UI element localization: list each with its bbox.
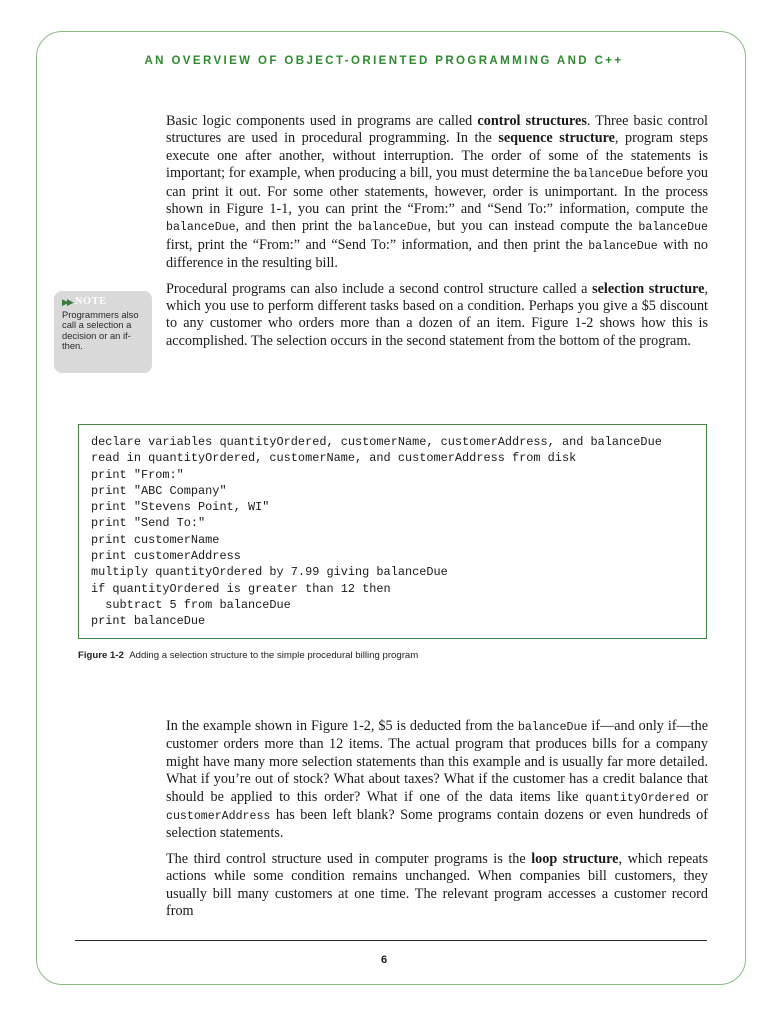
code-line: declare variables quantityOrdered, customerName, customerAddress, and balanceDue [91,435,662,449]
body-text-upper [166,113,708,358]
code-line: if quantityOrdered is greater than 12 then [91,581,391,596]
inline-code: balanceDue [638,221,708,235]
note-header [62,297,146,308]
code-line: multiply quantityOrdered by 7.99 giving balanceDue [91,565,448,580]
note-label: NOTE [74,296,107,307]
inline-code: balanceDue [573,168,644,182]
term-selection-structure: selection structure [592,280,705,297]
inline-code: balanceDue [166,221,236,235]
code-line: subtract 5 from balanceDue [91,597,291,612]
inline-code: balanceDue [358,221,428,235]
body-text-lower [166,718,708,928]
term-sequence-structure: sequence structure [498,130,615,147]
footer-rule [75,940,707,941]
term-control-structures: control structures [477,113,587,129]
code-line: print "From:" [91,467,184,482]
term-loop-structure: loop structure [531,850,619,867]
figure-label: Figure 1-2 [78,650,124,661]
paragraph-selection-example: In the example shown in Figure 1-2, $5 is deducted from the balanceDue if—and only if—the customer orders more than 12 items. The actual program that produces bills for a company might have many more selection statements than this example and is usually far more detailed. What if you’re out of stock? What about taxes? What if the customer has a credit balance that should be applied to this order? What if one of the data items like quantityOrdered or customerAddress has been left blank? Some programs contain dozens or even hundreds of selection statements. [166,718,709,842]
code-line: print customerAddress [91,549,241,564]
paragraph-control-structures: Basic logic components used in programs are called control structures. Three basic control structures are used in procedural programming. In the sequence structure, program steps execute one after another, without interruption. The order of some of the statements is important; for example, when producing a bill, you must determine the balanceDue before you can print it out. For some other statements, however, order is unimportant. In the process shown in Figure 1-1, you can print the “From:” and “Send To:” information, compute the balanceDue, and then print the balanceDue, but you can instead compute the balanceDue first, print the “From:” and “Send To:” information, and then print the balanceDue with no difference in the resulting bill. [166,113,709,272]
inline-code: balanceDue [517,721,588,734]
inline-code: balanceDue [588,239,658,253]
code-line: print customerName [91,532,220,547]
double-chevron-icon: ▶▶ [62,297,72,307]
code-listing [78,424,707,639]
code-line: print "ABC Company" [91,483,227,498]
inline-code: quantityOrdered [585,791,690,805]
page-number: 6 [380,954,388,966]
code-line: read in quantityOrdered, customerName, and customerAddress from disk [91,451,577,466]
figure-caption [78,650,418,661]
paragraph-selection-structure: Procedural programs can also include a second control structure called a selection structure, which you use to perform different tasks based on a condition. Perhaps you give a $5 discount to any customer who orders more than a dozen of an item. Figure 1-2 shows how this is accomplished. The selection occurs in the second statement from the bottom of the program. [166,280,708,349]
inline-code: customerAddress [166,810,271,824]
running-head: AN OVERVIEW OF OBJECT-ORIENTED PROGRAMMING AND C++ [144,55,624,67]
paragraph-loop-structure: The third control structure used in computer programs is the loop structure, which repeats actions while some condition remains unchanged. When companies bill customers, they usually bill many customers at one time. The relevant program accesses a customer record from [166,850,708,920]
code-line: print balanceDue [91,614,206,629]
code-line: print "Send To:" [91,516,206,531]
note-sidebar [54,291,152,373]
figure-caption-text: Adding a selection structure to the simple procedural billing program [129,650,419,661]
note-text: Programmers also call a selection a decision or an if-then. [62,308,139,352]
code-line: print "Stevens Point, WI" [91,500,270,515]
